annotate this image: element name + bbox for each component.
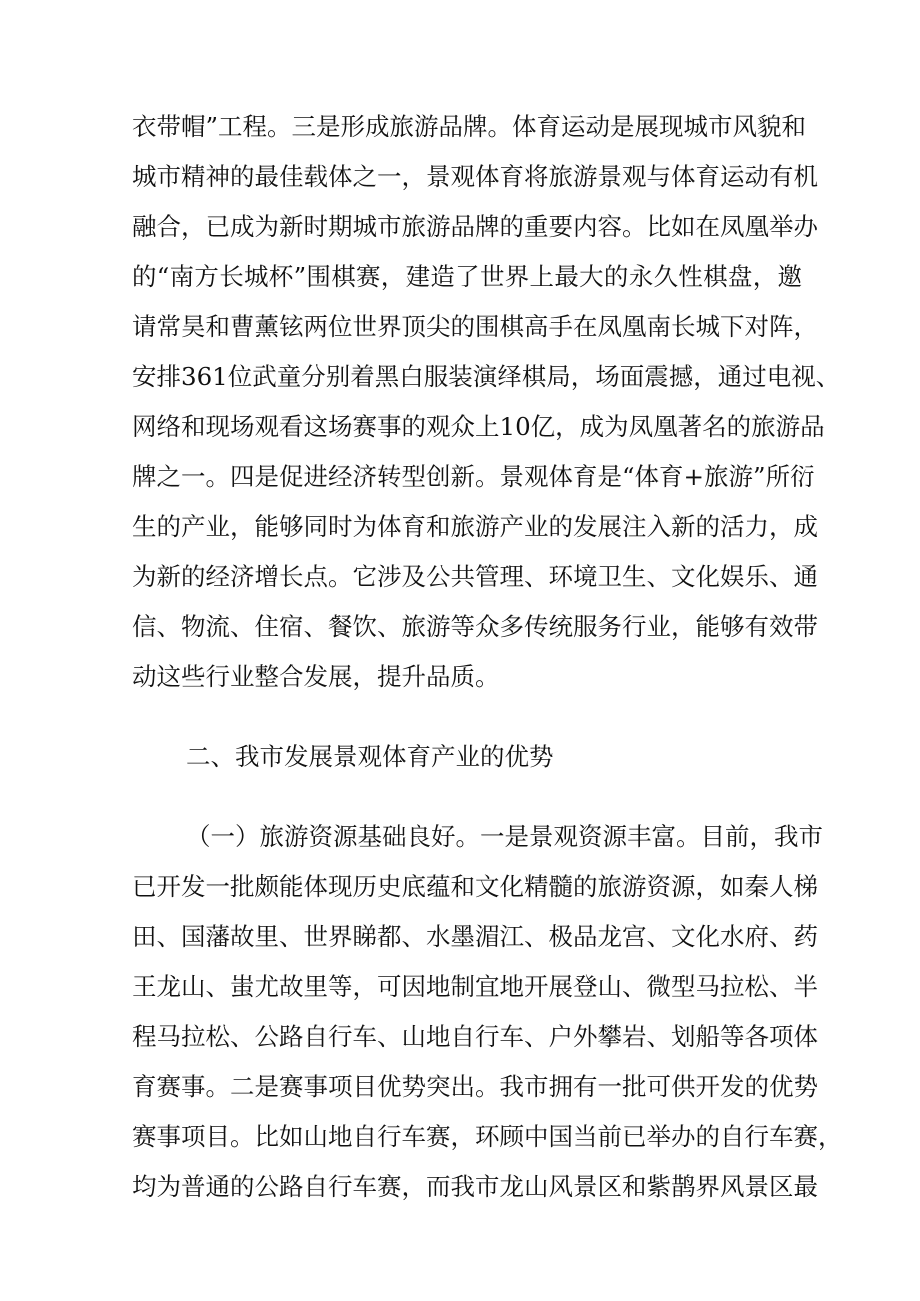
paragraph-line: 请常昊和曹薰铉两位世界顶尖的围棋高手在凤凰南长城下对阵， xyxy=(132,312,818,341)
paragraph-line: 程马拉松、公路自行车、山地自行车、户外攀岩、划船等各项体 xyxy=(132,1022,818,1051)
paragraph-line: 信、物流、住宿、餐饮、旅游等众多传统服务行业，能够有效带 xyxy=(132,612,818,641)
paragraph-line: 生的产业，能够同时为体育和旅游产业的发展注入新的活力，成 xyxy=(132,512,818,541)
paragraph-line: 的“南方长城杯”围棋赛，建造了世界上最大的永久性棋盘，邀 xyxy=(132,262,802,291)
paragraph-line: 动这些行业整合发展，提升品质。 xyxy=(132,662,500,691)
paragraph-line: 融合，已成为新时期城市旅游品牌的重要内容。比如在凤凰举办 xyxy=(132,212,818,241)
paragraph-line: 衣带帽”工程。三是形成旅游品牌。体育运动是展现城市风貌和 xyxy=(132,112,807,141)
paragraph-line: 王龙山、蚩尤故里等，可因地制宜地开展登山、微型马拉松、半 xyxy=(132,972,818,1001)
paragraph-first-line: （一）旅游资源基础良好。一是景观资源丰富。目前，我市 xyxy=(186,822,823,851)
paragraph-line: 牌之一。四是促进经济转型创新。景观体育是“体育+旅游”所衍 xyxy=(132,462,815,491)
paragraph-line: 城市精神的最佳载体之一，景观体育将旅游景观与体育运动有机 xyxy=(132,162,818,191)
paragraph-line: 赛事项目。比如山地自行车赛，环顾中国当前已举办的自行车赛， xyxy=(132,1122,843,1151)
paragraph-line: 育赛事。二是赛事项目优势突出。我市拥有一批可供开发的优势 xyxy=(132,1072,818,1101)
paragraph-line: 田、国藩故里、世界睇都、水墨湄江、极品龙宫、文化水府、药 xyxy=(132,922,818,951)
paragraph-line: 网络和现场观看这场赛事的观众上10亿，成为凤凰著名的旅游品 xyxy=(132,412,825,441)
paragraph-line: 均为普通的公路自行车赛，而我市龙山风景区和紫鹊界风景区最 xyxy=(132,1172,818,1201)
paragraph-line: 已开发一批颇能体现历史底蕴和文化精髓的旅游资源，如秦人梯 xyxy=(132,872,818,901)
paragraph-line: 安排361位武童分别着黑白服装演绎棋局，场面震撼，通过电视、 xyxy=(132,362,841,391)
paragraph-line: 为新的经济增长点。它涉及公共管理、环境卫生、文化娱乐、通 xyxy=(132,562,818,591)
section-heading: 二、我市发展景观体育产业的优势 xyxy=(186,742,554,771)
